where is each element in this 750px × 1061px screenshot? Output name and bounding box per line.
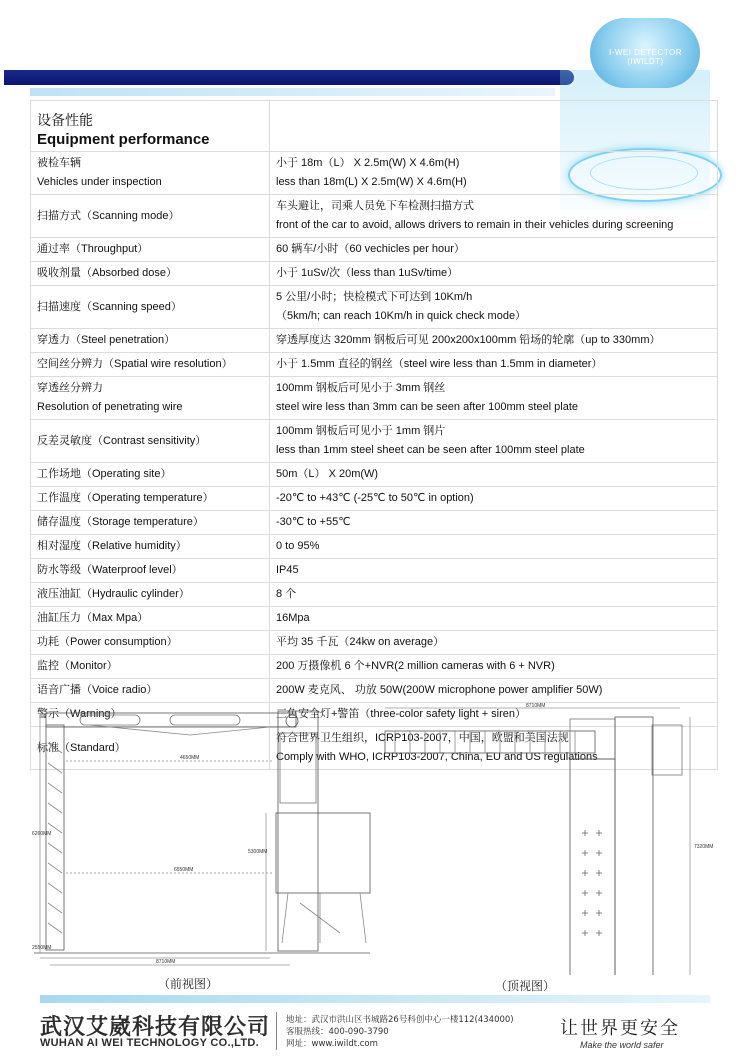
dim-front-small: 2550MM	[32, 945, 52, 951]
spec-value-cell	[270, 535, 718, 559]
spec-label: 相对湿度（Relative humidity）	[37, 540, 187, 552]
spec-value-cell	[270, 679, 718, 703]
spec-value: -20℃ to +43℃ (-25℃ to 50℃ in option)	[276, 492, 474, 504]
spec-value-cell	[270, 583, 718, 607]
spec-value: 平均 35 千瓦（24kw on average）	[276, 636, 445, 648]
spec-value-cell	[270, 353, 718, 377]
dim-top-height: 7320MM	[694, 844, 714, 850]
spec-value-cell	[270, 487, 718, 511]
dim-front-base-width: 8710MM	[156, 959, 176, 965]
footer-address: 地址：武汉市洪山区书城路26号科创中心一楼112(434000)	[286, 1015, 514, 1025]
spec-label: Vehicles under inspection	[37, 176, 162, 188]
spec-row	[31, 329, 718, 353]
technical-drawings	[30, 703, 718, 975]
spec-value: 穿透厚度达 320mm 钢板后可见 200x200x100mm 铅场的轮廓（up to 330mm）	[276, 334, 661, 346]
spec-row	[31, 655, 718, 679]
spec-row	[31, 631, 718, 655]
spec-label-cell	[31, 679, 270, 703]
spec-row	[31, 559, 718, 583]
spec-label-cell	[31, 353, 270, 377]
spec-label: 语音广播（Voice radio）	[37, 684, 158, 696]
spec-value-cell	[270, 655, 718, 679]
spec-value: 小于 1uSv/次（less than 1uSv/time）	[276, 267, 459, 279]
spec-value-cell	[270, 463, 718, 487]
footer-hotline: 客服热线：400-090-3790	[286, 1027, 389, 1037]
top-view-beam	[385, 731, 595, 753]
spec-header-row	[31, 101, 718, 152]
front-view-drawing	[34, 711, 370, 965]
spec-label: 穿透力（Steel penetration）	[37, 334, 176, 346]
spec-value-cell	[270, 286, 718, 329]
spec-row	[31, 487, 718, 511]
logo-text: I-WEI DETECTOR (IWILDT)	[608, 48, 683, 66]
spec-row	[31, 286, 718, 329]
spec-label: 监控（Monitor）	[37, 660, 118, 672]
spec-value: 三色安全灯+警笛（three-color safety light + siren）	[276, 708, 527, 720]
spec-label-cell	[31, 463, 270, 487]
spec-label: 液压油缸（Hydraulic cylinder）	[37, 588, 190, 600]
spec-value: steel wire less than 3mm can be seen after 100mm steel plate	[276, 401, 579, 413]
spec-value: IP45	[276, 564, 299, 576]
spec-value: 200 万摄像机 6 个+NVR(2 million cameras with 6 + NVR)	[276, 660, 555, 672]
spec-value: Comply with WHO, ICRP103-2007, China, EU and US regulations	[276, 751, 598, 763]
spec-row	[31, 377, 718, 420]
spec-label: 油缸压力（Max Mpa）	[37, 612, 149, 624]
spec-row	[31, 679, 718, 703]
spec-label: 标准（Standard）	[37, 741, 126, 754]
spec-row	[31, 535, 718, 559]
header-bar	[4, 70, 574, 85]
spec-label: 储存温度（Storage temperature）	[37, 516, 204, 528]
spec-row	[31, 511, 718, 535]
spec-value-cell	[270, 607, 718, 631]
dim-front-width-upper: 4650MM	[180, 755, 200, 761]
top-view-caption: （顶视图）	[495, 979, 556, 993]
spec-row	[31, 420, 718, 463]
spec-label-cell	[31, 329, 270, 353]
spec-label: 工作场地（Operating site）	[37, 468, 172, 480]
spec-label-cell	[31, 607, 270, 631]
top-view-cabin	[615, 717, 653, 975]
spec-row	[31, 195, 718, 238]
spec-label: 扫描方式（Scanning mode）	[37, 209, 180, 222]
slogan-en: Make the world safer	[580, 1040, 664, 1050]
spec-label: 反差灵敏度（Contrast sensitivity）	[37, 434, 207, 447]
spec-label-cell	[31, 238, 270, 262]
spec-value: 符合世界卫生组织，ICRP103-2007，中国，欧盟和美国法规	[276, 732, 569, 744]
company-name-en: WUHAN AI WEI TECHNOLOGY CO.,LTD.	[40, 1037, 259, 1049]
spec-label: 警示（Warning）	[37, 708, 122, 720]
spec-label-cell	[31, 511, 270, 535]
spec-table	[30, 100, 718, 770]
spec-header-blank	[270, 101, 718, 152]
front-left-column	[46, 725, 64, 950]
spec-label-cell	[31, 559, 270, 583]
front-right-tower	[278, 711, 318, 951]
spec-label-cell	[31, 262, 270, 286]
spec-row	[31, 262, 718, 286]
spec-value: 60 辆车/小时（60 vechicles per hour）	[276, 243, 465, 255]
spec-label-cell	[31, 377, 270, 420]
spec-value-cell	[270, 420, 718, 463]
spec-value: 100mm 钢板后可见小于 1mm 钢片	[276, 425, 446, 437]
spec-label-cell	[31, 535, 270, 559]
dim-front-side-height: 5300MM	[248, 849, 268, 855]
spec-label: 被检车辆	[37, 157, 81, 169]
spec-value: 16Mpa	[276, 612, 310, 624]
spec-value: less than 18m(L) X 2.5m(W) X 4.6m(H)	[276, 176, 467, 188]
spec-value: 车头避让，司乘人员免下车检测扫描方式	[276, 200, 474, 212]
spec-value: 小于 18m（L） X 2.5m(W) X 4.6m(H)	[276, 157, 460, 169]
spec-row	[31, 607, 718, 631]
footer-bar	[40, 995, 710, 1003]
slogan-cn: 让世界更安全	[560, 1018, 680, 1039]
front-view-caption: （前视图）	[158, 977, 219, 991]
spec-row	[31, 583, 718, 607]
front-cabin	[276, 813, 370, 893]
spec-value: 0 to 95%	[276, 540, 320, 552]
spec-label-cell	[31, 152, 270, 195]
spec-label-cell	[31, 286, 270, 329]
spec-value: （5km/h; can reach 10Km/h in quick check mode）	[276, 310, 527, 322]
spec-value: 8 个	[276, 588, 297, 600]
spec-value-cell	[270, 238, 718, 262]
company-name-cn: 武汉艾崴科技有限公司	[40, 1015, 271, 1040]
spec-label-cell	[31, 420, 270, 463]
spec-value-cell	[270, 631, 718, 655]
spec-value: 小于 1.5mm 直径的钢丝（steel wire less than 1.5mm in diameter）	[276, 358, 603, 370]
spec-value-cell	[270, 511, 718, 535]
spec-value-cell	[270, 329, 718, 353]
spec-label: 功耗（Power consumption）	[37, 636, 178, 648]
spec-label: 穿透丝分辨力	[37, 382, 103, 394]
spec-label: 通过率（Throughput）	[37, 243, 149, 255]
spec-title-en: Equipment performance	[37, 131, 210, 148]
spec-label: 空间丝分辨力（Spatial wire resolution）	[37, 358, 233, 370]
spec-label-cell	[31, 583, 270, 607]
spec-row	[31, 353, 718, 377]
footer-website: 网址：www.iwildt.com	[286, 1039, 378, 1049]
spec-value: 50m（L） X 20m(W)	[276, 468, 379, 480]
spec-row	[31, 152, 718, 195]
spec-value: 5 公里/小时；快检模式下可达到 10Km/h	[276, 291, 473, 303]
dim-front-height: 6260MM	[32, 831, 52, 837]
spec-value-cell	[270, 262, 718, 286]
dim-top-width: 8710MM	[526, 703, 546, 709]
header-accent-bar	[30, 88, 555, 96]
spec-label-cell	[31, 487, 270, 511]
spec-label: Resolution of penetrating wire	[37, 401, 183, 413]
spec-value-cell	[270, 559, 718, 583]
spec-value: 200W 麦克风、 功放 50W(200W microphone power amplifier 50W)	[276, 684, 603, 696]
spec-label-cell	[31, 195, 270, 238]
spec-label-cell	[31, 655, 270, 679]
spec-value-cell	[270, 152, 718, 195]
spec-row	[31, 463, 718, 487]
spec-value: 100mm 钢板后可见小于 3mm 钢丝	[276, 382, 446, 394]
spec-value: less than 1mm steel sheet can be seen after 100mm steel plate	[276, 444, 585, 456]
spec-label: 防水等级（Waterproof level）	[37, 564, 183, 576]
footer-divider	[276, 1012, 277, 1050]
spec-value: front of the car to avoid, allows drivers to remain in their vehicles during screening	[276, 219, 674, 231]
spec-value-cell	[270, 377, 718, 420]
spec-label: 吸收剂量（Absorbed dose）	[37, 267, 177, 279]
spec-row	[31, 238, 718, 262]
spec-label: 扫描速度（Scanning speed）	[37, 300, 182, 313]
top-view-tower	[570, 759, 615, 975]
spec-value: -30℃ to +55℃	[276, 516, 351, 528]
spec-label-cell	[31, 631, 270, 655]
spec-title-cn: 设备性能	[37, 112, 93, 128]
dim-front-inner-width: 6550MM	[174, 867, 194, 873]
top-view-drawing	[385, 708, 690, 975]
spec-value-cell	[270, 195, 718, 238]
spec-label: 工作温度（Operating temperature）	[37, 492, 214, 504]
